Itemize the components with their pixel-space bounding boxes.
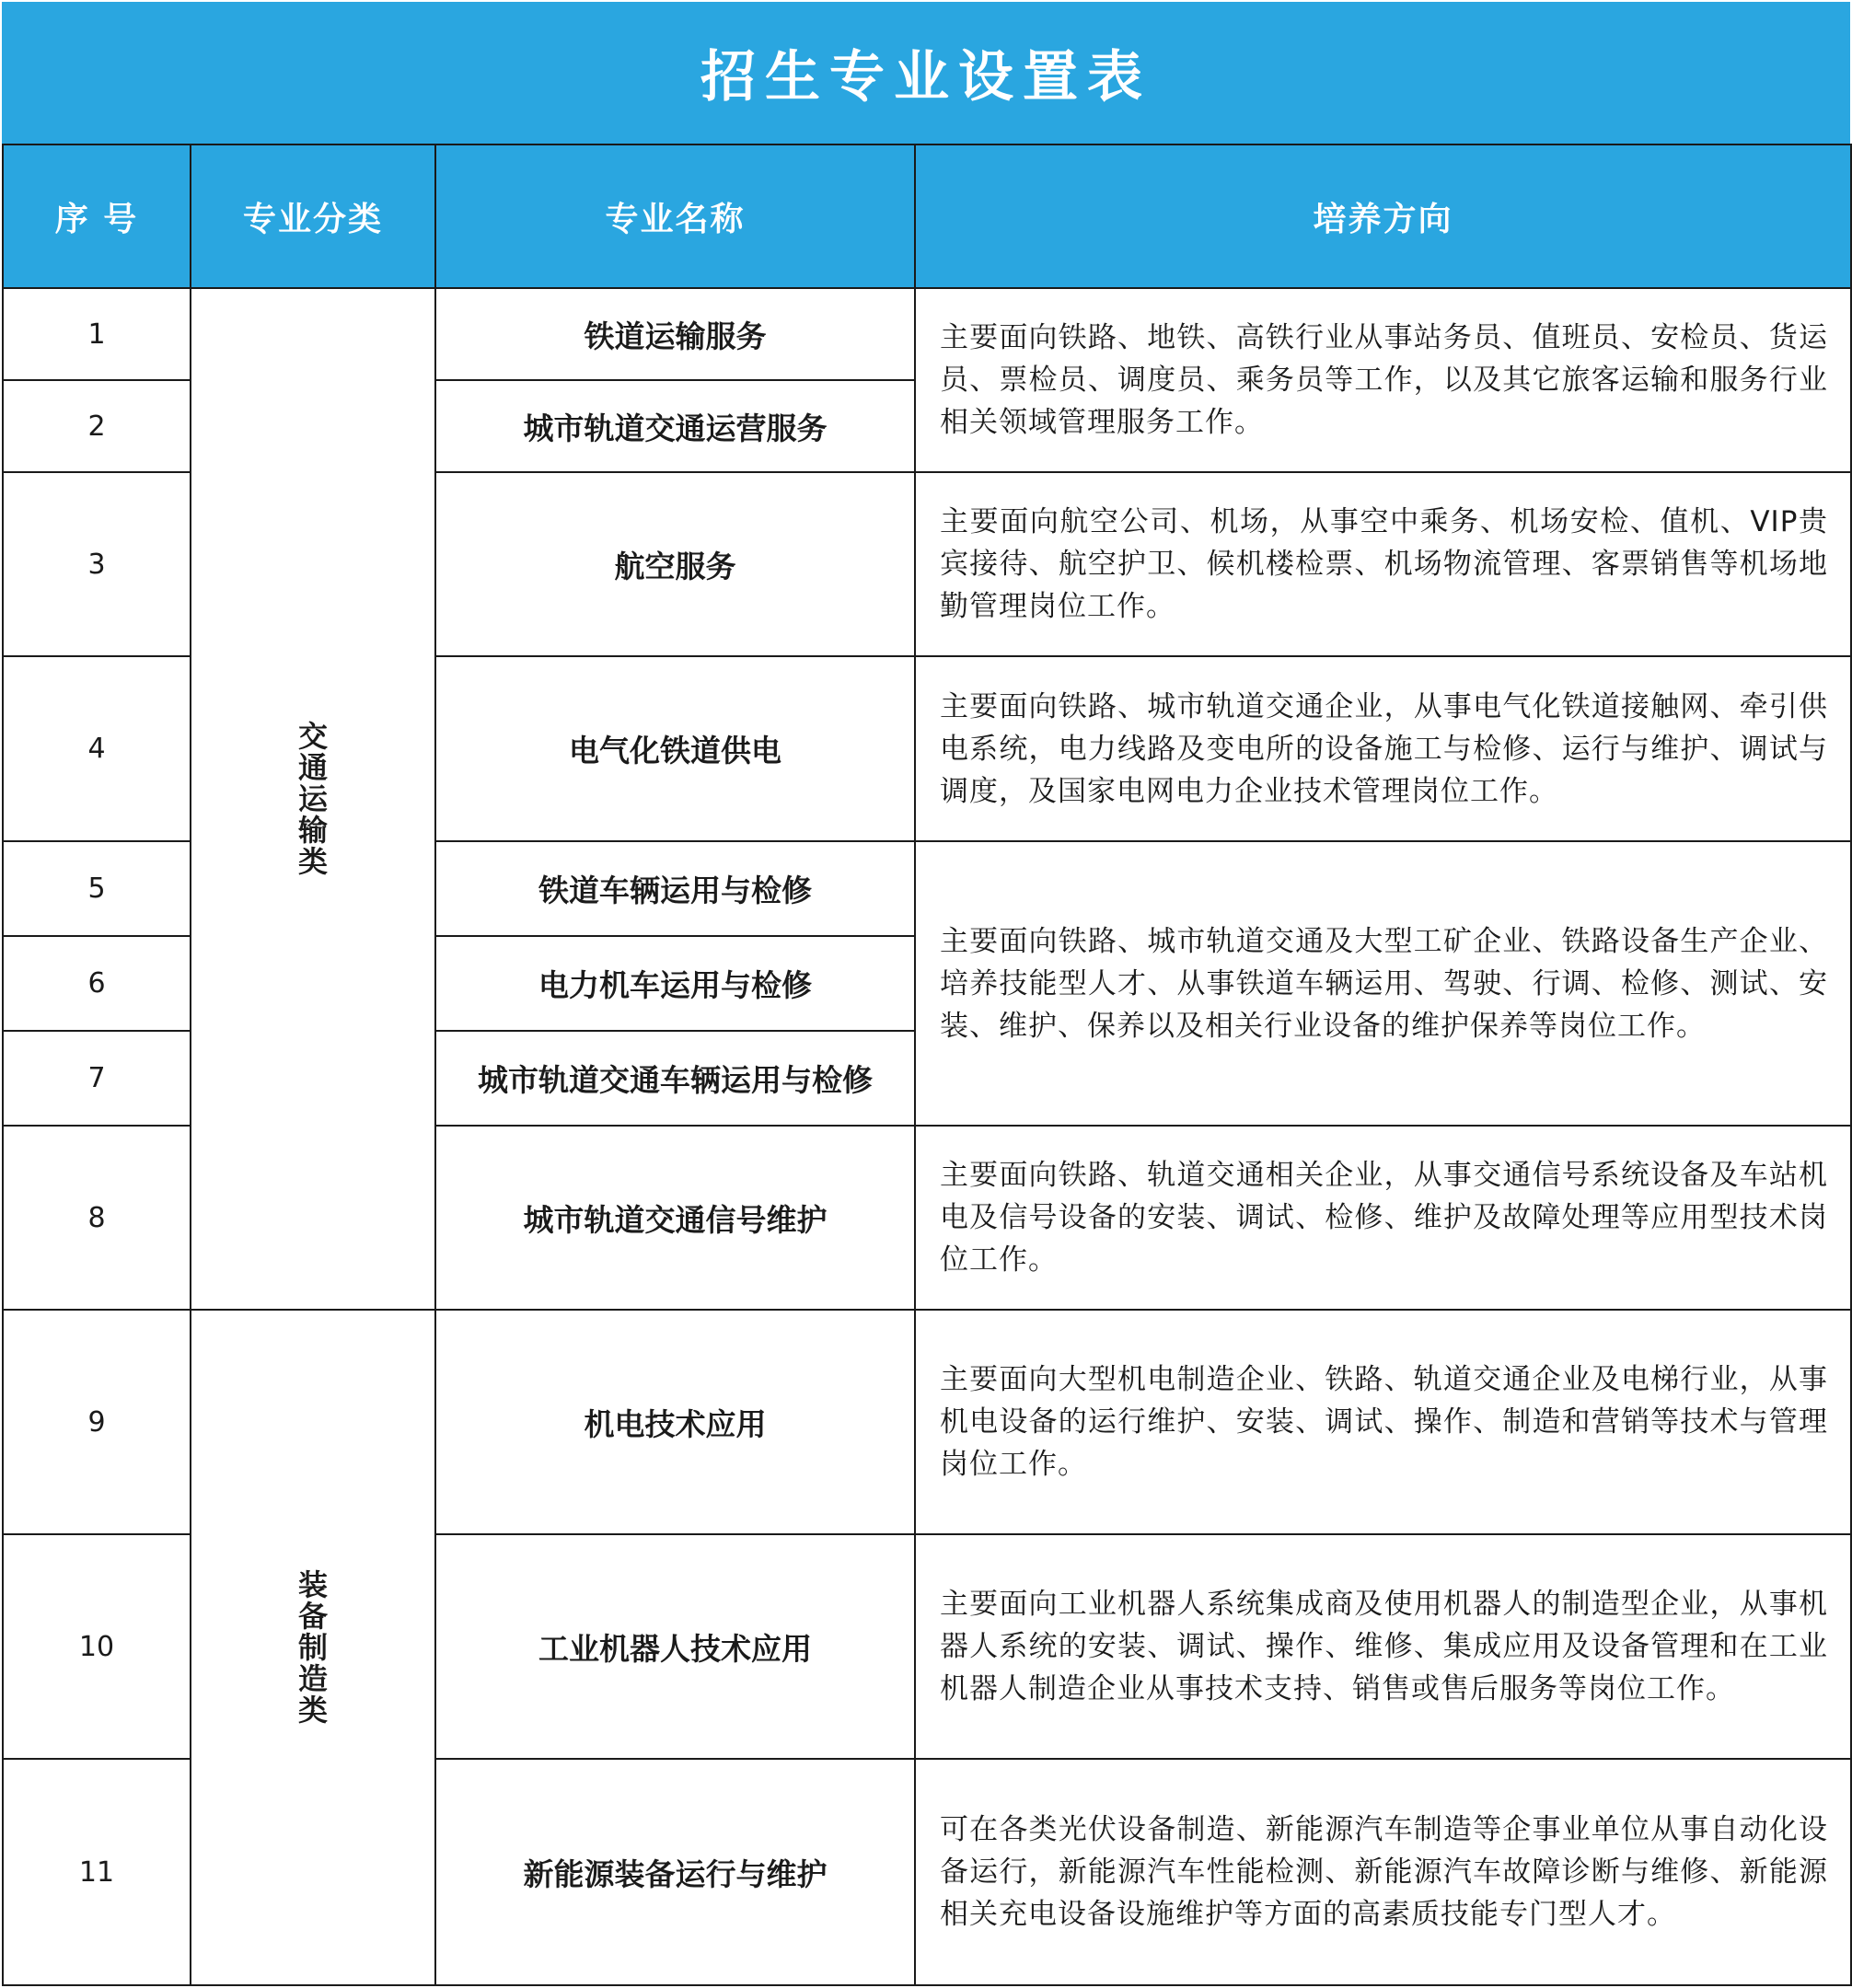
category-label: 交通运输类 bbox=[297, 719, 328, 879]
major-name: 城市轨道交通信号维护 bbox=[435, 1126, 915, 1310]
major-name: 城市轨道交通运营服务 bbox=[435, 380, 915, 472]
major-table bbox=[2, 144, 1852, 1986]
row-index: 6 bbox=[3, 936, 191, 1031]
row-index: 9 bbox=[3, 1310, 191, 1534]
major-name: 航空服务 bbox=[435, 472, 915, 656]
row-index: 11 bbox=[3, 1759, 191, 1985]
major-name: 机电技术应用 bbox=[435, 1310, 915, 1534]
major-name: 电力机车运用与检修 bbox=[435, 936, 915, 1031]
major-name: 工业机器人技术应用 bbox=[435, 1534, 915, 1759]
major-name: 铁道运输服务 bbox=[435, 288, 915, 380]
direction-text: 主要面向航空公司、机场，从事空中乘务、机场安检、值机、VIP贵宾接待、航空护卫、候机楼检票、机场物流管理、客票销售等机场地勤管理岗位工作。 bbox=[915, 472, 1851, 656]
row-index: 4 bbox=[3, 656, 191, 841]
row-index: 8 bbox=[3, 1126, 191, 1310]
table-title: 招生专业设置表 bbox=[2, 2, 1850, 144]
major-name: 新能源装备运行与维护 bbox=[435, 1759, 915, 1985]
major-name: 电气化铁道供电 bbox=[435, 656, 915, 841]
header-name: 专业名称 bbox=[435, 144, 915, 288]
table-row bbox=[3, 288, 1851, 380]
header-index: 序 号 bbox=[3, 144, 191, 288]
direction-text: 主要面向大型机电制造企业、铁路、轨道交通企业及电梯行业，从事机电设备的运行维护、安装、调试、操作、制造和营销等技术与管理岗位工作。 bbox=[915, 1310, 1851, 1534]
header-row bbox=[3, 144, 1851, 288]
direction-text: 主要面向铁路、城市轨道交通企业，从事电气化铁道接触网、牵引供电系统，电力线路及变电所的设备施工与检修、运行与维护、调试与调度，及国家电网电力企业技术管理岗位工作。 bbox=[915, 656, 1851, 841]
row-index: 7 bbox=[3, 1031, 191, 1126]
row-index: 10 bbox=[3, 1534, 191, 1759]
major-name: 铁道车辆运用与检修 bbox=[435, 841, 915, 936]
major-name: 城市轨道交通车辆运用与检修 bbox=[435, 1031, 915, 1126]
category-label: 装备制造类 bbox=[297, 1567, 328, 1728]
direction-text: 可在各类光伏设备制造、新能源汽车制造等企事业单位从事自动化设备运行，新能源汽车性能检测、新能源汽车故障诊断与维修、新能源相关充电设备设施维护等方面的高素质技能专门型人才。 bbox=[915, 1759, 1851, 1985]
row-index: 3 bbox=[3, 472, 191, 656]
category-cell-equipment bbox=[191, 1310, 435, 1985]
header-direction: 培养方向 bbox=[915, 144, 1851, 288]
direction-text: 主要面向铁路、地铁、高铁行业从事站务员、值班员、安检员、货运员、票检员、调度员、乘务员等工作，以及其它旅客运输和服务行业相关领域管理服务工作。 bbox=[915, 288, 1851, 472]
category-cell-transport bbox=[191, 288, 435, 1310]
direction-text: 主要面向铁路、轨道交通相关企业，从事交通信号系统设备及车站机电及信号设备的安装、调试、检修、维护及故障处理等应用型技术岗位工作。 bbox=[915, 1126, 1851, 1310]
header-category: 专业分类 bbox=[191, 144, 435, 288]
direction-text: 主要面向工业机器人系统集成商及使用机器人的制造型企业，从事机器人系统的安装、调试、操作、维修、集成应用及设备管理和在工业机器人制造企业从事技术支持、销售或售后服务等岗位工作。 bbox=[915, 1534, 1851, 1759]
row-index: 5 bbox=[3, 841, 191, 936]
table-row bbox=[3, 1310, 1851, 1534]
row-index: 2 bbox=[3, 380, 191, 472]
direction-text: 主要面向铁路、城市轨道交通及大型工矿企业、铁路设备生产企业、培养技能型人才、从事铁道车辆运用、驾驶、行调、检修、测试、安装、维护、保养以及相关行业设备的维护保养等岗位工作。 bbox=[915, 841, 1851, 1126]
row-index: 1 bbox=[3, 288, 191, 380]
